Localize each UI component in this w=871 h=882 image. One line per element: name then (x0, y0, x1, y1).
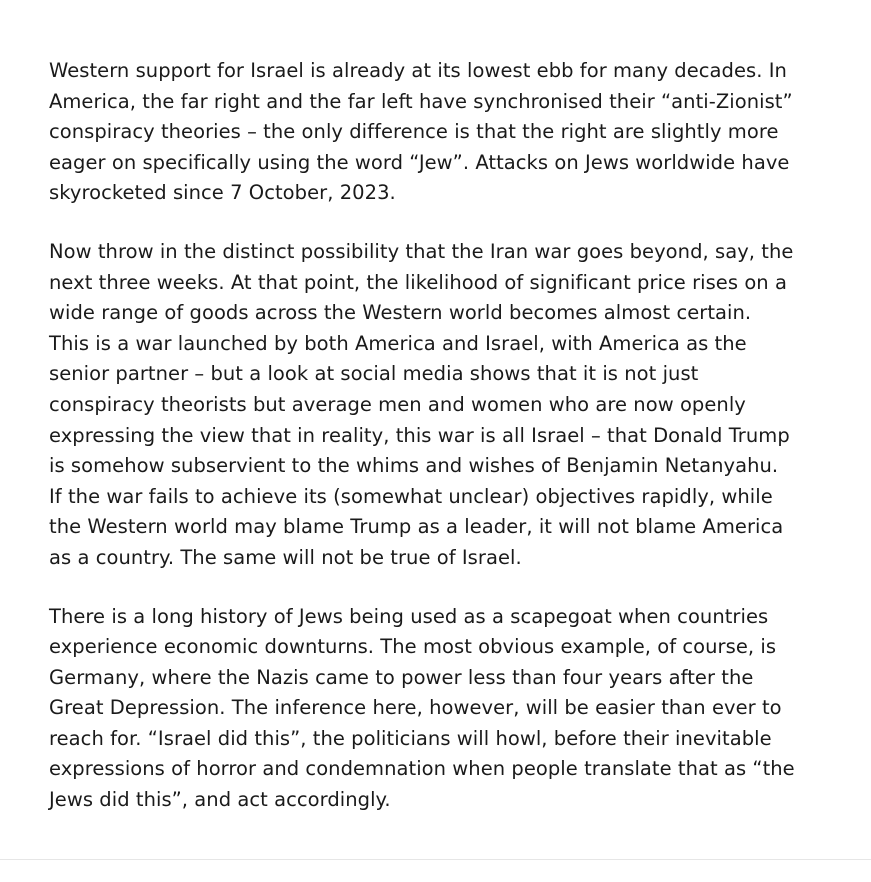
horizontal-divider (0, 859, 871, 860)
article-body (49, 56, 795, 816)
article-paragraph: There is a long history of Jews being used as a scapegoat when countries experience economic downturns. The most obvious example, of course, is Germany, where the Nazis came to power less than four years after the Great Depression. The inference here, however, will be easier than ever to reach for. “Israel did this”, the politicians will howl, before their inevitable expressions of horror and condemnation when people translate that as “the Jews did this”, and act accordingly. (49, 604, 795, 812)
article-paragraph: Now throw in the distinct possibility that the Iran war goes beyond, say, the next three weeks. At that point, the likelihood of significant price rises on a wide range of goods across the Western world becomes almost certain. This is a war launched by both America and Israel, with America as the senior partner – but a look at social media shows that it is not just conspiracy theorists but average men and women who are now openly expressing the view that in reality, this war is all Israel – that Donald Trump is somehow subservient to the whims and wishes of Benjamin Netanyahu. If the war fails to achieve its (somewhat unclear) objectives rapidly, while the Western world may blame Trump as a leader, it will not blame America as a country. The same will not be true of Israel. (49, 239, 794, 569)
article-paragraph: Western support for Israel is already at its lowest ebb for many decades. In America, the far right and the far left have synchronised their “anti-Zionist” conspiracy theories – the only difference is that the right are slightly more eager on specifically using the word “Jew”. Attacks on Jews worldwide have skyrocketed since 7 October, 2023. (49, 59, 793, 205)
